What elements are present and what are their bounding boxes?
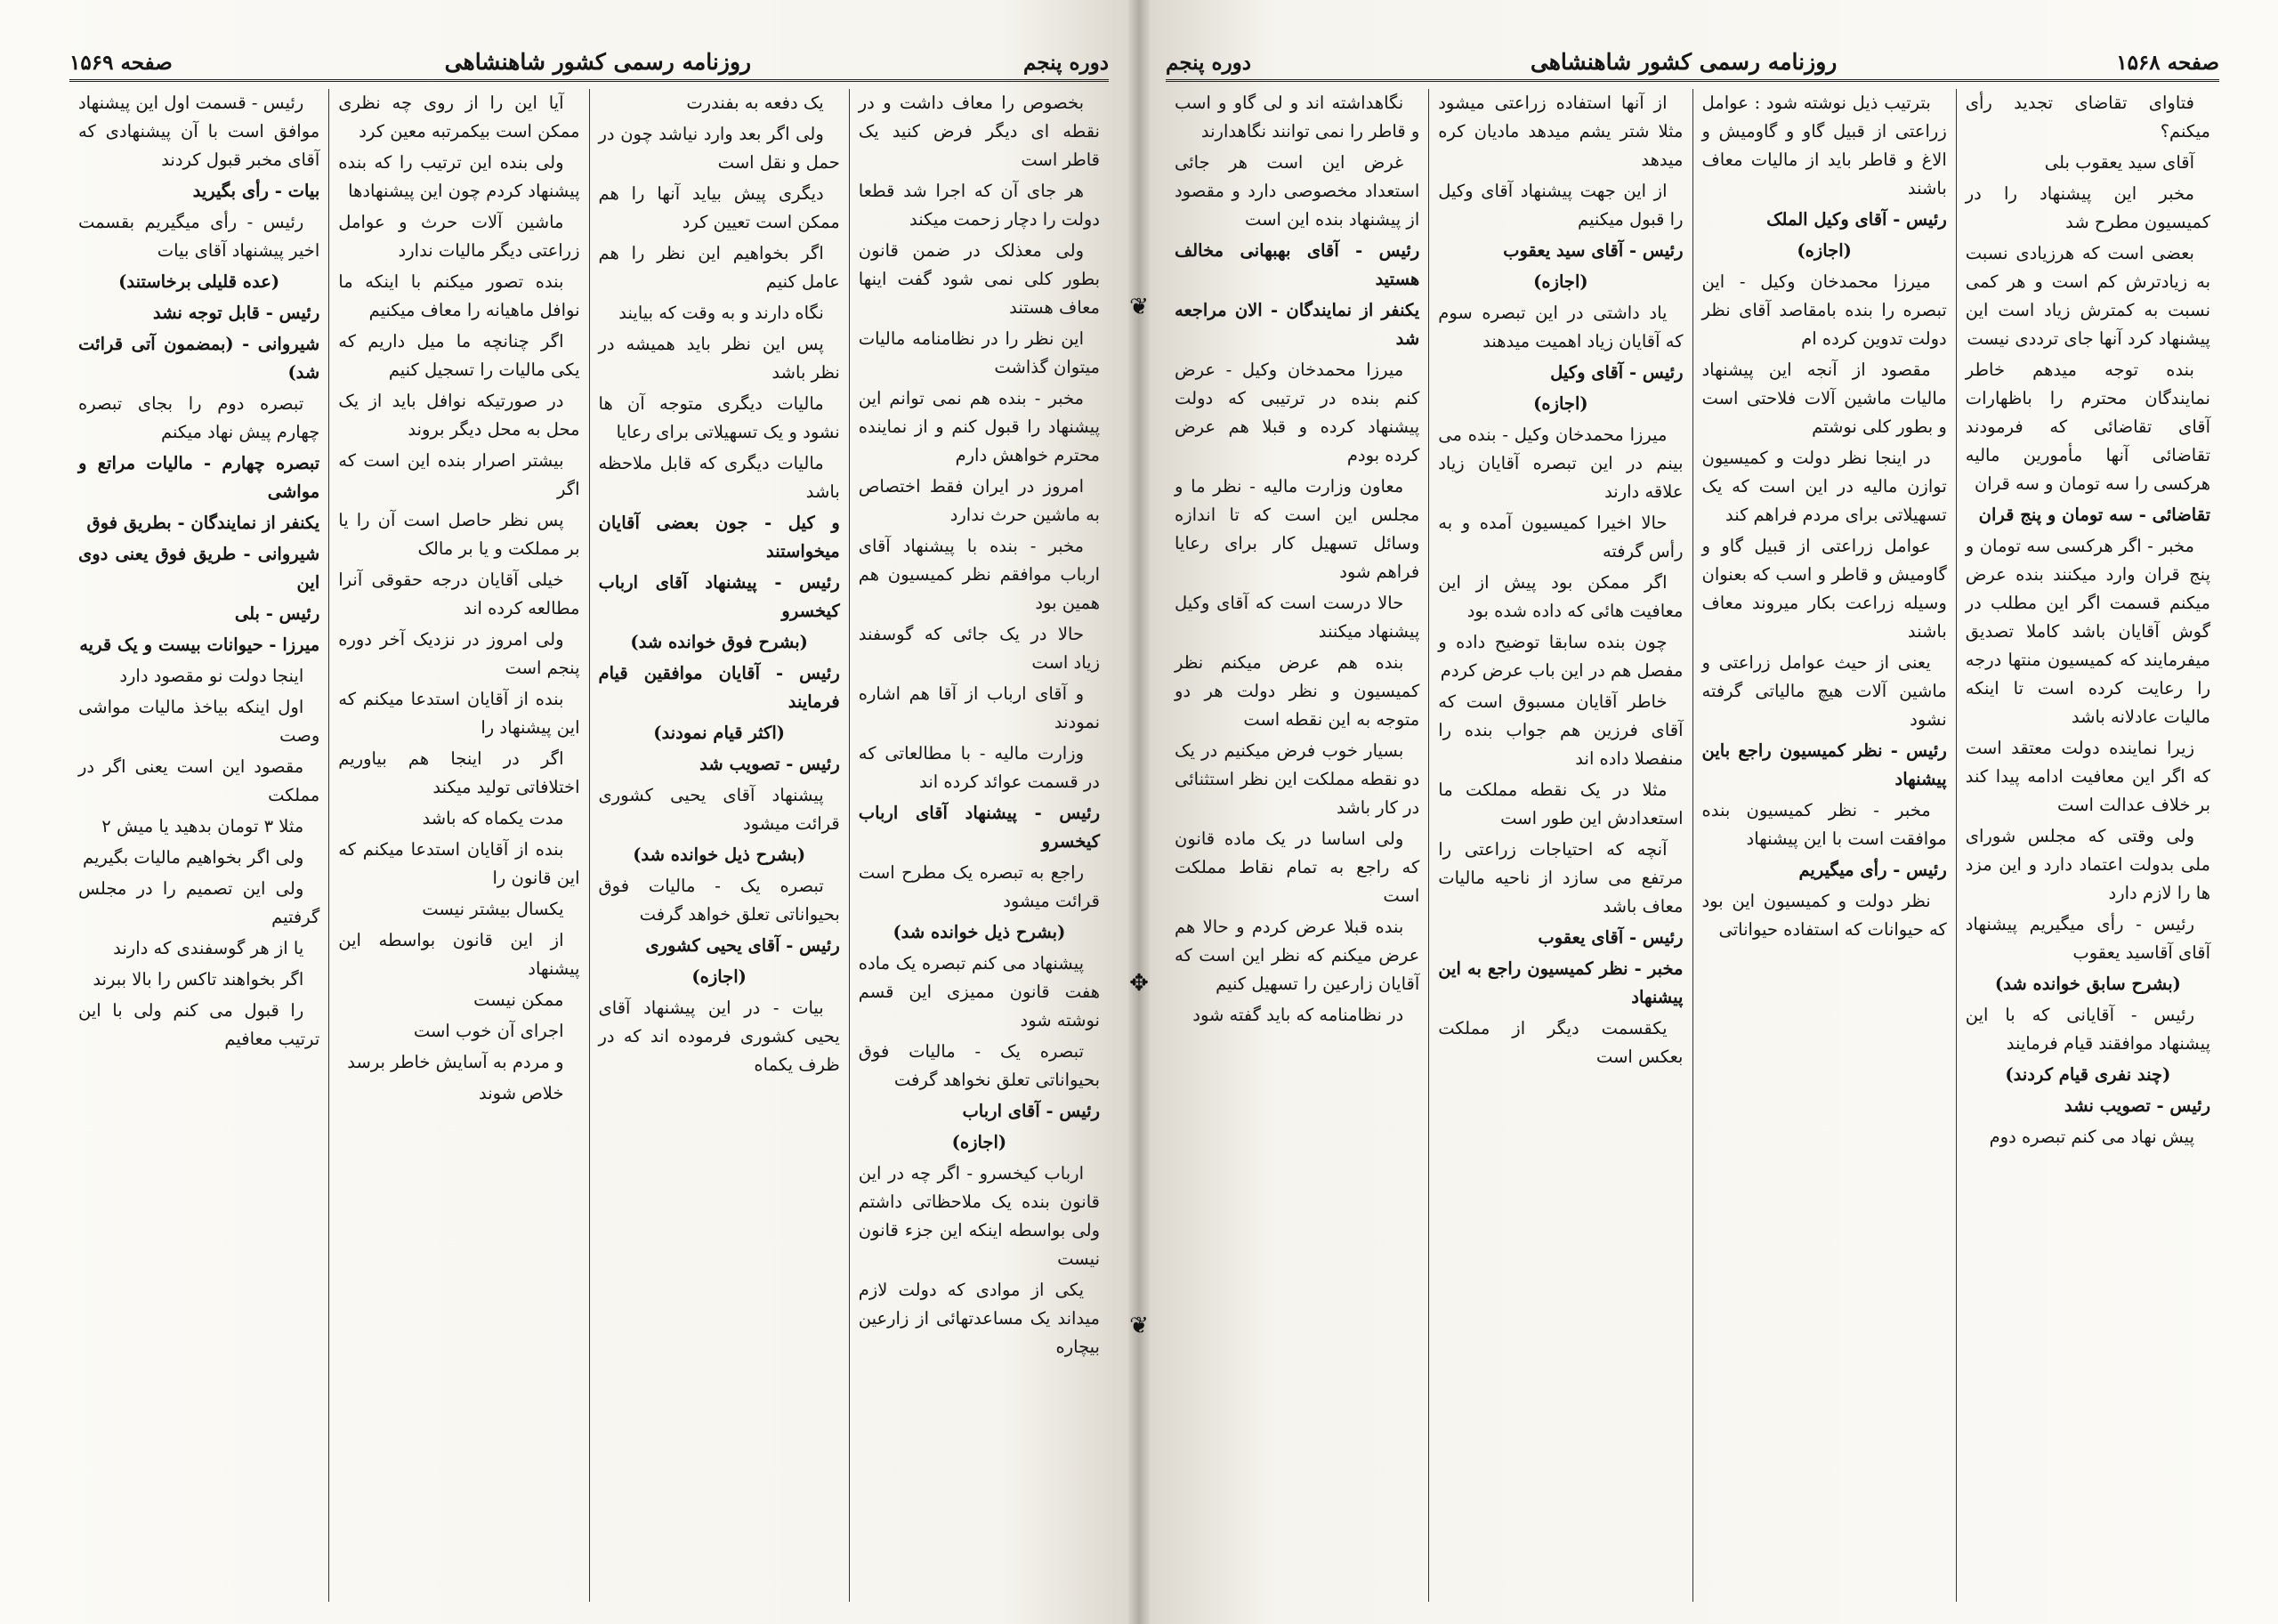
paragraph: این نظر را در نظامنامه مالیات میتوان گذاشت xyxy=(858,328,1100,377)
paragraph: ماشین آلات حرث و عوامل زراعتی دیگر مالیات ندارد xyxy=(338,212,580,261)
paragraph: مدت یکماه که باشد xyxy=(422,808,564,828)
paragraph: رئیس - رأی میگیریم پیشنهاد آقای آقاسید یعقوب xyxy=(1965,914,2210,963)
paragraph: (بشرح سابق خوانده شد) xyxy=(1994,974,2181,994)
paragraph: (عده قلیلی برخاستند) xyxy=(118,271,280,292)
newspaper-title: روزنامه رسمی کشور شاهنشاهی xyxy=(1530,49,1838,75)
text-column xyxy=(1956,89,2219,1602)
paragraph: (اجازه) xyxy=(691,966,747,987)
paragraph: (بشرح ذیل خوانده شد) xyxy=(893,922,1066,942)
paragraph: تبصره دوم را بجای تبصره چهارم پیش نهاد میکنم xyxy=(78,393,320,442)
paragraph: آیا این را از روی چه نظری ممکن است بیکمرتبه معین کرد xyxy=(338,93,580,141)
paragraph: اگر ممکن بود پیش از این معافیت هائی که داده شده بود xyxy=(1438,572,1684,621)
paragraph: یعنی از حیث عوامل زراعتی و ماشین آلات هیچ مالیاتی گرفته نشود xyxy=(1701,652,1947,730)
paragraph: مثلا ۳ تومان بدهید یا میش ۲ xyxy=(101,816,304,836)
paragraph: یکنفر از نمایندگان - الان مراجعه شد xyxy=(1175,300,1420,349)
paragraph: و آقای ارباب از آقا هم اشاره نمودند xyxy=(858,683,1100,732)
paragraph: اول اینکه بیاخذ مالیات مواشی وصت xyxy=(78,697,320,746)
paragraph: ولی اگر بخواهیم مالیات بگیریم xyxy=(82,847,304,868)
paragraph: رئیس - قابل توجه نشد xyxy=(152,303,320,323)
paragraph: رئیس - آقایان موافقین قیام فرمایند xyxy=(598,663,840,712)
text-column xyxy=(69,89,328,1602)
paragraph: اگر بخواهیم این نظر را هم عامل کنیم xyxy=(598,243,840,292)
paragraph: مخبر - اگر هرکسی سه تومان و پنج قران وارد میکنند بنده عرض میکنم قسمت اگر این مطلب در گوش آقایان باشد کاملا تصدیق میفرمایند که کمیسیون منتها درجه را رعایت کرده است تا اینکه مالیات عادلانه باشد xyxy=(1965,536,2210,727)
paragraph: رئیس - قسمت اول این پیشنهاد موافق است با آن پیشنهادی که آقای مخبر قبول کردند xyxy=(78,93,320,170)
paragraph: ولی این تصمیم را در مجلس گرفتیم xyxy=(78,878,320,927)
paragraph: تبصره یک - مالیات فوق بحیواناتی تعلق خواهد گرفت xyxy=(598,876,840,925)
paragraph: مخبر - نظر کمیسیون راجع به این پیشنهاد xyxy=(1438,958,1684,1007)
text-column xyxy=(1692,89,1956,1602)
paragraph: (اجازه) xyxy=(1533,271,1588,292)
paragraph: بیات - رأی بگیرید xyxy=(192,181,320,201)
paragraph: از این جهت پیشنهاد آقای وکیل را قبول میکنیم xyxy=(1438,181,1684,230)
paragraph: ولی معذلک در ضمن قانون بطور کلی نمی شود گفت اینها معاف هستند xyxy=(858,240,1100,318)
paragraph: ولی اساسا در یک ماده قانون که راجع به تمام نقاط مملکت است xyxy=(1175,828,1420,906)
paragraph: پیش نهاد می کنم تبصره دوم xyxy=(1989,1127,2194,1147)
paragraph: حالا در یک جائی که گوسفند زیاد است xyxy=(858,624,1100,673)
paragraph: رئیس - آقای سید یعقوب xyxy=(1503,240,1684,261)
paragraph: فتاوای تقاضای تجدید رأی میکنم؟ xyxy=(1965,93,2210,141)
paragraph: یک دفعه به بفندرت xyxy=(686,93,824,113)
paragraph: یکسال بیشتر نیست xyxy=(422,899,564,919)
paragraph: تبصره چهارم - مالیات مراتع و مواشی xyxy=(78,453,320,502)
paragraph: شیروانی - (بمضمون آتی قرائت شد) xyxy=(78,334,320,383)
book-spine xyxy=(1128,0,1150,1624)
paragraph: رئیس - رأی میگیریم بقسمت اخیر پیشنهاد آقای بیات xyxy=(78,212,320,261)
paragraph: اگر در اینجا هم بیاوریم اختلافاتی تولید میکند xyxy=(338,748,580,797)
ornament-icon: ✥ xyxy=(1129,970,1149,997)
paragraph: خیلی آقایان درجه حقوقی آنرا مطالعه کرده اند xyxy=(338,570,580,618)
paragraph: یکی از موادی که دولت لازم میداند یک مساعدتهائی از زارعین بیچاره xyxy=(858,1280,1100,1357)
paragraph: دیگری پیش بیاید آنها را هم ممکن است تعیین کرد xyxy=(598,183,840,232)
paragraph: مالیات دیگری متوجه آن ها نشود و یک تسهیلاتی برای رعایا xyxy=(598,393,840,442)
paragraph: بنده هم عرض میکنم نظر کمیسیون و نظر دولت هر دو متوجه به این نقطه است xyxy=(1175,652,1420,730)
paragraph: حالا اخیرا کمیسیون آمده و به رأس گرفته xyxy=(1438,513,1684,562)
paragraph: یکنفر از نمایندگان - بطریق فوق xyxy=(86,513,320,533)
paragraph: پیشنهاد می کنم تبصره یک ماده هفت قانون ممیزی این قسم نوشته شود xyxy=(858,953,1100,1030)
page-number: صفحه ۱۵۶۸ xyxy=(2116,51,2219,75)
paragraph: نگاهداشته اند و لی گاو و اسب و قاطر را نمی توانند نگاهدارند xyxy=(1175,93,1420,141)
paragraph: از آنها استفاده زراعتی میشود مثلا شتر یشم میدهد مادیان کره میدهد xyxy=(1438,93,1684,170)
paragraph: (اجازه) xyxy=(951,1132,1007,1152)
paragraph: مخبر - نظر کمیسیون بنده موافقت است با این پیشنهاد xyxy=(1701,800,1947,849)
paragraph: بنده تصور میکنم با اینکه ما نوافل ماهیانه را معاف میکنیم xyxy=(338,271,580,320)
paragraph: (اجازه) xyxy=(1797,240,1852,261)
paragraph: خاطر آقایان مسبوق است که آقای فرزین هم جواب بنده را منفصلا داده اند xyxy=(1438,691,1684,769)
right-page xyxy=(1139,0,2278,1624)
paragraph: بنده توجه میدهم خاطر نمایندگان محترم را باظهارات آقای تقاضائی که فرمودند تقاضائی آنها مأمورین مالیه هرکسی را سه تومان و سه قران xyxy=(1965,360,2210,494)
paragraph: میرزا محمدخان وکیل - این تبصره را بنده بامقاصد آقای نظر دولت تدوین کرده ام xyxy=(1701,271,1947,349)
text-column xyxy=(328,89,588,1602)
paragraph: در اینجا نظر دولت و کمیسیون توازن مالیه در این است که یک تسهیلاتی برای مردم فراهم کند xyxy=(1701,448,1947,525)
paragraph: ولی بنده این ترتیب را که بنده پیشنهاد کردم چون این پیشنهادها xyxy=(338,152,580,201)
paragraph: عوامل زراعتی از قبیل گاو و گاومیش و قاطر و اسب که بعنوان وسیله زراعت بکار میروند معاف باشند xyxy=(1701,536,1947,642)
paragraph: بترتیب ذیل نوشته شود : عوامل زراعتی از قبیل گاو و گاومیش و الاغ و قاطر باید از مالیات معاف باشند xyxy=(1701,93,1947,198)
paragraph: میرزا - حیوانات بیست و یک قریه xyxy=(79,634,320,655)
paragraph: چون بنده سابقا توضیح داده و مفصل هم در این باب عرض کردم xyxy=(1438,632,1684,681)
paragraph: رئیس - بلی xyxy=(234,603,320,624)
paragraph: یاد داشتی در این تبصره سوم که آقایان زیاد اهمیت میدهند xyxy=(1438,303,1684,351)
page-number: صفحه ۱۵۶۹ xyxy=(69,51,173,75)
paragraph: شیروانی - طریق فوق یعنی دوی این xyxy=(78,544,320,593)
paragraph: بیشتر اصرار بنده این است که اگر xyxy=(338,450,580,499)
paragraph: تقاضائی - سه تومان و پنج قران xyxy=(1978,505,2210,525)
paragraph: مقصود از آنجه این پیشنهاد مالیات ماشین آلات فلاحتی است و بطور کلی نوشتم xyxy=(1701,360,1947,437)
paragraph: راجع به تبصره یک مطرح است قرائت میشود xyxy=(858,862,1100,911)
paragraph: بخصوص را معاف داشت و در نقطه ای دیگر فرض کنید یک قاطر است xyxy=(858,93,1100,170)
paragraph: یکقسمت دیگر از مملکت بعکس است xyxy=(1438,1018,1684,1067)
paragraph: رئیس - آقای یحیی کشوری xyxy=(645,935,840,956)
paragraph: وزارت مالیه - با مطالعاتی که در قسمت عوائد کرده اند xyxy=(858,743,1100,792)
paragraph: رئیس - پیشنهاد آقای ارباب کیخسرو xyxy=(598,572,840,621)
paragraph: ولی امروز در نزدیک آخر دوره پنجم است xyxy=(338,629,580,678)
paragraph: نگاه دارند و به وقت که بیایند xyxy=(618,303,824,323)
paragraph: (اجازه) xyxy=(1533,393,1588,414)
paragraph: رئیس - آقای بهبهانی مخالف هستید xyxy=(1175,240,1420,289)
newspaper-title: روزنامه رسمی کشور شاهنشاهی xyxy=(444,49,752,75)
paragraph: رئیس - تصویب نشد xyxy=(2064,1095,2210,1116)
paragraph: نظر دولت و کمیسیون این بود که حیوانات که استفاده حیواناتی xyxy=(1701,891,1947,940)
paragraph: بنده از آقایان استدعا میکنم که این پیشنهاد را xyxy=(338,689,580,738)
paragraph: مثلا در یک نقطه مملکت ما استعدادش این طور است xyxy=(1438,780,1684,828)
text-column xyxy=(1166,89,1428,1602)
paragraph: ممکن نیست xyxy=(473,990,564,1010)
paragraph: مخبر این پیشنهاد را در کمیسیون مطرح شد xyxy=(1965,183,2210,232)
paragraph: رئیس - رأی میگیریم xyxy=(1798,860,1947,880)
paragraph: ارباب کیخسرو - اگر چه در این قانون بنده یک ملاحظاتی داشتم ولی بواسطه اینکه این جزء قانون نیست xyxy=(858,1163,1100,1269)
paragraph: بنده قبلا عرض کردم و حالا هم عرض میکنم که نظر این است که آقایان زارعین را تسهیل کنیم xyxy=(1175,917,1420,994)
paragraph: خلاص شوند xyxy=(478,1083,564,1103)
paragraph: رئیس - نظر کمیسیون راجع باین پیشنهاد xyxy=(1701,740,1947,789)
left-page-columns xyxy=(69,89,1109,1602)
paragraph: ولی وقتی که مجلس شورای ملی بدولت اعتماد دارد و این مزد ها را لازم دارد xyxy=(1965,826,2210,903)
left-page-header xyxy=(69,49,1109,82)
paragraph: (بشرح فوق خوانده شد) xyxy=(630,632,808,652)
paragraph: آنچه که احتیاجات زراعتی را مرتفع می سازد از ناحیه مالیات معاف باشد xyxy=(1438,839,1684,917)
session-label: دوره پنجم xyxy=(1022,51,1109,75)
paragraph: در نظامنامه که باید گفته شود xyxy=(1192,1005,1404,1025)
paragraph: رئیس - آقایانی که با این پیشنهاد موافقند قیام فرمایند xyxy=(1965,1005,2210,1054)
paragraph: پس نظر حاصل است آن را یا بر مملکت و یا بر مالک xyxy=(338,510,580,559)
paragraph: حالا درست است که آقای وکیل پیشنهاد میکنند xyxy=(1175,593,1420,642)
paragraph: هر جای آن که اجرا شد قطعا دولت را دچار زحمت میکند xyxy=(858,181,1100,230)
paragraph: اگر بخواهند تاکس را بالا ببرند xyxy=(93,969,304,990)
paragraph: غرض این است هر جائی استعداد مخصوصی دارد و مقصود از پیشنهاد بنده این است xyxy=(1175,152,1420,230)
right-page-header xyxy=(1166,49,2219,82)
ornament-icon: ❦ xyxy=(1129,294,1149,320)
paragraph: اجرای آن خوب است xyxy=(413,1021,564,1041)
text-column xyxy=(1428,89,1692,1602)
paragraph: رئیس - آقای یعقوب xyxy=(1538,927,1684,948)
paragraph: آقای سید یعقوب بلی xyxy=(2044,152,2194,173)
paragraph: میرزا محمدخان وکیل - عرض کنم بنده در ترتیبی که دولت پیشنهاد کرده و قبلا هم عرض کرده بودم xyxy=(1175,360,1420,465)
paragraph: امروز در ایران فقط اختصاص به ماشین حرث ندارد xyxy=(858,476,1100,525)
paragraph: زیرا نماینده دولت معتقد است که اگر این معافیت ادامه پیدا کند بر خلاف عدالت است xyxy=(1965,738,2210,815)
paragraph: (اکثر قیام نمودند) xyxy=(653,723,785,743)
paragraph: رئیس - آقای وکیل الملک xyxy=(1766,209,1947,230)
paragraph: بیات - در این پیشنهاد آقای یحیی کشوری فرموده اند که در ظرف یکماه xyxy=(598,998,840,1075)
paragraph: مخبر - بنده هم نمی توانم این پیشنهاد را قبول کنم و از نماینده محترم خواهش دارم xyxy=(858,388,1100,465)
ornament-icon: ❦ xyxy=(1129,1313,1149,1339)
paragraph: یا از هر گوسفندی که دارند xyxy=(113,938,304,958)
text-column xyxy=(849,89,1109,1602)
paragraph: پیشنهاد آقای یحیی کشوری قرائت میشود xyxy=(598,785,840,834)
paragraph: بسیار خوب فرض میکنیم در یک دو نقطه مملکت این نظر استثنائی در کار باشد xyxy=(1175,740,1420,818)
paragraph: مالیات دیگری که قابل ملاحظه باشد xyxy=(598,453,840,502)
text-column xyxy=(589,89,849,1602)
paragraph: (چند نفری قیام کردند) xyxy=(2005,1064,2171,1085)
paragraph: و کیل - جون بعضی آقایان میخواستند xyxy=(598,513,840,562)
paragraph: اگر چنانچه ما میل داریم که یکی مالیات را تسجیل کنیم xyxy=(338,331,580,380)
paragraph: (بشرح ذیل خوانده شد) xyxy=(633,844,806,865)
paragraph: رئیس - تصویب شد xyxy=(699,754,840,774)
paragraph: مقصود این است یعنی اگر در مملکت xyxy=(78,756,320,805)
paragraph: تبصره یک - مالیات فوق بحیواناتی تعلق نخواهد گرفت xyxy=(858,1041,1100,1090)
paragraph: مخبر - بنده با پیشنهاد آقای ارباب موافقم نظر کمیسیون هم همین بود xyxy=(858,536,1100,613)
paragraph: از این قانون بواسطه این پیشنهاد xyxy=(338,930,580,979)
paragraph: پس این نظر باید همیشه در نظر باشد xyxy=(598,334,840,383)
right-page-columns xyxy=(1166,89,2219,1602)
paragraph: و مردم به آسایش خاطر برسد xyxy=(347,1052,564,1072)
paragraph: اینجا دولت نو مقصود دارد xyxy=(119,666,304,686)
paragraph: در صورتیکه نوافل باید از یک محل به محل دیگر بروند xyxy=(338,391,580,440)
paragraph: ولی اگر بعد وارد نیاشد چون در حمل و نقل است xyxy=(598,124,840,173)
paragraph: بنده از آقایان استدعا میکنم که این قانون را xyxy=(338,839,580,888)
paragraph: رئیس - آقای ارباب xyxy=(962,1101,1100,1121)
paragraph: رئیس - آقای وکیل xyxy=(1550,362,1684,383)
paragraph: میرزا محمدخان وکیل - بنده می بینم در این تبصره آقایان زیاد علاقه دارند xyxy=(1438,424,1684,502)
paragraph: بعضی است که هرزیادی نسبت به زیادترش کم است و هر کمی نسبت به کمترش زیاد است این پیشنهاد کرد آنها جای ترددی نیست xyxy=(1965,243,2210,349)
paragraph: را قبول می کنم ولی با این ترتیب معافیم xyxy=(78,1000,320,1049)
session-label: دوره پنجم xyxy=(1166,51,1252,75)
paragraph: رئیس - پیشنهاد آقای ارباب کیخسرو xyxy=(858,803,1100,852)
paragraph: معاون وزارت مالیه - نظر ما و مجلس این است که تا اندازه وسائل تسهیل کار برای رعایا فراهم شود xyxy=(1175,476,1420,582)
